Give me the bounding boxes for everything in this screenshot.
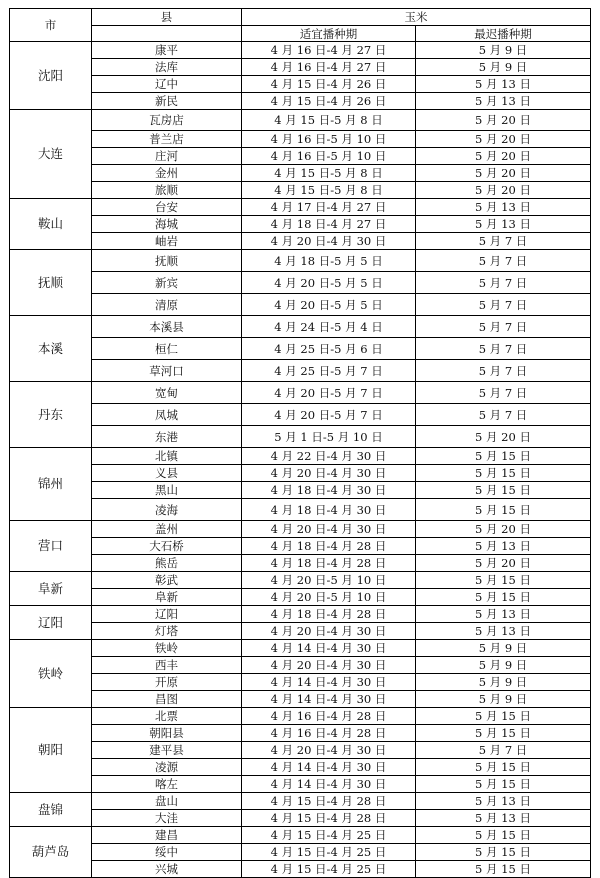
table-row (10, 589, 591, 606)
county-cell: 灯塔 (92, 623, 242, 640)
table-row (10, 657, 591, 674)
optimal-date-cell: 4 月 14 日-4 月 30 日 (242, 691, 416, 708)
city-cell: 盘锦 (10, 793, 92, 827)
latest-date-cell: 5 月 7 日 (416, 272, 591, 294)
county-cell: 彰武 (92, 572, 242, 589)
table-row (10, 294, 591, 316)
optimal-date-cell: 4 月 15 日-4 月 25 日 (242, 861, 416, 878)
optimal-date-cell: 4 月 20 日-5 月 7 日 (242, 404, 416, 426)
county-cell: 辽中 (92, 76, 242, 93)
optimal-date-cell: 4 月 18 日-4 月 27 日 (242, 216, 416, 233)
table-row (10, 465, 591, 482)
latest-date-cell: 5 月 7 日 (416, 404, 591, 426)
table-row (10, 538, 591, 555)
table-body (10, 42, 591, 878)
optimal-date-cell: 4 月 18 日-4 月 30 日 (242, 499, 416, 521)
latest-date-cell: 5 月 15 日 (416, 844, 591, 861)
county-cell: 桓仁 (92, 338, 242, 360)
table-row (10, 272, 591, 294)
optimal-date-cell: 4 月 20 日-4 月 30 日 (242, 521, 416, 538)
optimal-date-cell: 4 月 15 日-4 月 25 日 (242, 844, 416, 861)
latest-date-cell: 5 月 13 日 (416, 538, 591, 555)
city-cell: 营口 (10, 521, 92, 572)
table-header (10, 9, 591, 42)
county-cell: 建昌 (92, 827, 242, 844)
table-row (10, 199, 591, 216)
optimal-date-cell: 4 月 15 日-5 月 8 日 (242, 182, 416, 199)
county-cell: 岫岩 (92, 233, 242, 250)
table-row (10, 708, 591, 725)
table-row (10, 250, 591, 272)
table-row (10, 182, 591, 199)
table-row (10, 640, 591, 657)
county-cell: 西丰 (92, 657, 242, 674)
optimal-date-cell: 4 月 25 日-5 月 7 日 (242, 360, 416, 382)
latest-date-cell: 5 月 9 日 (416, 640, 591, 657)
table-row (10, 338, 591, 360)
table-row (10, 360, 591, 382)
city-cell: 葫芦岛 (10, 827, 92, 878)
optimal-date-cell: 4 月 24 日-5 月 4 日 (242, 316, 416, 338)
latest-date-cell: 5 月 7 日 (416, 338, 591, 360)
table-row (10, 674, 591, 691)
latest-date-cell: 5 月 15 日 (416, 708, 591, 725)
header-county: 县 (92, 9, 242, 26)
optimal-date-cell: 4 月 18 日-5 月 5 日 (242, 250, 416, 272)
county-cell: 北镇 (92, 448, 242, 465)
latest-date-cell: 5 月 9 日 (416, 674, 591, 691)
county-cell: 喀左 (92, 776, 242, 793)
table-row (10, 426, 591, 448)
county-cell: 阜新 (92, 589, 242, 606)
latest-date-cell: 5 月 7 日 (416, 294, 591, 316)
latest-date-cell: 5 月 7 日 (416, 250, 591, 272)
optimal-date-cell: 4 月 16 日-5 月 10 日 (242, 148, 416, 165)
county-cell: 康平 (92, 42, 242, 59)
latest-date-cell: 5 月 9 日 (416, 691, 591, 708)
optimal-date-cell: 4 月 15 日-4 月 26 日 (242, 93, 416, 110)
latest-date-cell: 5 月 15 日 (416, 572, 591, 589)
latest-date-cell: 5 月 15 日 (416, 589, 591, 606)
county-cell: 新宾 (92, 272, 242, 294)
county-cell: 朝阳县 (92, 725, 242, 742)
table-row (10, 404, 591, 426)
table-row (10, 810, 591, 827)
county-cell: 本溪县 (92, 316, 242, 338)
county-cell: 清原 (92, 294, 242, 316)
latest-date-cell: 5 月 9 日 (416, 59, 591, 76)
table-row (10, 42, 591, 59)
optimal-date-cell: 4 月 18 日-4 月 30 日 (242, 482, 416, 499)
county-cell: 新民 (92, 93, 242, 110)
table-row (10, 759, 591, 776)
optimal-date-cell: 4 月 18 日-4 月 28 日 (242, 555, 416, 572)
latest-date-cell: 5 月 15 日 (416, 759, 591, 776)
latest-date-cell: 5 月 7 日 (416, 742, 591, 759)
table-row (10, 742, 591, 759)
latest-date-cell: 5 月 7 日 (416, 316, 591, 338)
table-row (10, 844, 591, 861)
latest-date-cell: 5 月 13 日 (416, 76, 591, 93)
table-row (10, 606, 591, 623)
header-latest: 最迟播种期 (416, 26, 591, 42)
optimal-date-cell: 4 月 15 日-5 月 8 日 (242, 165, 416, 182)
optimal-date-cell: 4 月 25 日-5 月 6 日 (242, 338, 416, 360)
table-row (10, 76, 591, 93)
county-cell: 大石桥 (92, 538, 242, 555)
latest-date-cell: 5 月 13 日 (416, 93, 591, 110)
county-cell: 旅顺 (92, 182, 242, 199)
latest-date-cell: 5 月 13 日 (416, 810, 591, 827)
county-cell: 开原 (92, 674, 242, 691)
optimal-date-cell: 4 月 20 日-5 月 7 日 (242, 382, 416, 404)
table-row (10, 233, 591, 250)
county-cell: 熊岳 (92, 555, 242, 572)
latest-date-cell: 5 月 9 日 (416, 42, 591, 59)
county-cell: 北票 (92, 708, 242, 725)
latest-date-cell: 5 月 15 日 (416, 776, 591, 793)
latest-date-cell: 5 月 7 日 (416, 360, 591, 382)
table-row (10, 448, 591, 465)
optimal-date-cell: 4 月 20 日-4 月 30 日 (242, 623, 416, 640)
optimal-date-cell: 4 月 16 日-4 月 28 日 (242, 725, 416, 742)
county-cell: 辽阳 (92, 606, 242, 623)
optimal-date-cell: 4 月 14 日-4 月 30 日 (242, 674, 416, 691)
county-cell: 兴城 (92, 861, 242, 878)
latest-date-cell: 5 月 15 日 (416, 482, 591, 499)
optimal-date-cell: 4 月 16 日-5 月 10 日 (242, 131, 416, 148)
county-cell: 草河口 (92, 360, 242, 382)
optimal-date-cell: 4 月 20 日-5 月 5 日 (242, 294, 416, 316)
table-row (10, 216, 591, 233)
optimal-date-cell: 5 月 1 日-5 月 10 日 (242, 426, 416, 448)
header-crop: 玉米 (242, 9, 591, 26)
optimal-date-cell: 4 月 15 日-4 月 28 日 (242, 810, 416, 827)
county-cell: 义县 (92, 465, 242, 482)
table-row (10, 131, 591, 148)
county-cell: 庄河 (92, 148, 242, 165)
optimal-date-cell: 4 月 18 日-4 月 28 日 (242, 606, 416, 623)
table-row (10, 148, 591, 165)
table-row (10, 776, 591, 793)
latest-date-cell: 5 月 20 日 (416, 555, 591, 572)
table-row (10, 725, 591, 742)
table-row (10, 555, 591, 572)
city-cell: 本溪 (10, 316, 92, 382)
city-cell: 辽阳 (10, 606, 92, 640)
latest-date-cell: 5 月 9 日 (416, 657, 591, 674)
header-optimal: 适宜播种期 (242, 26, 416, 42)
table-row (10, 93, 591, 110)
county-cell: 盘山 (92, 793, 242, 810)
optimal-date-cell: 4 月 15 日-5 月 8 日 (242, 110, 416, 131)
county-cell: 金州 (92, 165, 242, 182)
city-cell: 丹东 (10, 382, 92, 448)
latest-date-cell: 5 月 20 日 (416, 426, 591, 448)
optimal-date-cell: 4 月 20 日-5 月 10 日 (242, 572, 416, 589)
latest-date-cell: 5 月 20 日 (416, 165, 591, 182)
latest-date-cell: 5 月 7 日 (416, 233, 591, 250)
table-row (10, 572, 591, 589)
table-row (10, 499, 591, 521)
table-row (10, 521, 591, 538)
optimal-date-cell: 4 月 16 日-4 月 27 日 (242, 59, 416, 76)
latest-date-cell: 5 月 7 日 (416, 382, 591, 404)
header-county-blank (92, 26, 242, 42)
optimal-date-cell: 4 月 15 日-4 月 28 日 (242, 793, 416, 810)
latest-date-cell: 5 月 15 日 (416, 448, 591, 465)
city-cell: 沈阳 (10, 42, 92, 110)
county-cell: 普兰店 (92, 131, 242, 148)
optimal-date-cell: 4 月 14 日-4 月 30 日 (242, 640, 416, 657)
latest-date-cell: 5 月 13 日 (416, 216, 591, 233)
county-cell: 法库 (92, 59, 242, 76)
optimal-date-cell: 4 月 20 日-4 月 30 日 (242, 657, 416, 674)
table-row (10, 382, 591, 404)
optimal-date-cell: 4 月 14 日-4 月 30 日 (242, 759, 416, 776)
table-row (10, 623, 591, 640)
latest-date-cell: 5 月 20 日 (416, 182, 591, 199)
table-row (10, 827, 591, 844)
county-cell: 建平县 (92, 742, 242, 759)
header-city: 市 (10, 9, 92, 42)
county-cell: 黑山 (92, 482, 242, 499)
county-cell: 盖州 (92, 521, 242, 538)
city-cell: 大连 (10, 110, 92, 199)
latest-date-cell: 5 月 20 日 (416, 131, 591, 148)
county-cell: 海城 (92, 216, 242, 233)
city-cell: 朝阳 (10, 708, 92, 793)
table-row (10, 59, 591, 76)
county-cell: 凤城 (92, 404, 242, 426)
city-cell: 铁岭 (10, 640, 92, 708)
city-cell: 鞍山 (10, 199, 92, 250)
county-cell: 昌图 (92, 691, 242, 708)
table-row (10, 861, 591, 878)
optimal-date-cell: 4 月 14 日-4 月 30 日 (242, 776, 416, 793)
optimal-date-cell: 4 月 18 日-4 月 28 日 (242, 538, 416, 555)
latest-date-cell: 5 月 15 日 (416, 827, 591, 844)
county-cell: 铁岭 (92, 640, 242, 657)
latest-date-cell: 5 月 15 日 (416, 725, 591, 742)
table-row (10, 316, 591, 338)
county-cell: 大洼 (92, 810, 242, 827)
latest-date-cell: 5 月 15 日 (416, 465, 591, 482)
latest-date-cell: 5 月 20 日 (416, 110, 591, 131)
county-cell: 台安 (92, 199, 242, 216)
county-cell: 东港 (92, 426, 242, 448)
county-cell: 瓦房店 (92, 110, 242, 131)
county-cell: 凌海 (92, 499, 242, 521)
table-row (10, 165, 591, 182)
optimal-date-cell: 4 月 16 日-4 月 27 日 (242, 42, 416, 59)
county-cell: 抚顺 (92, 250, 242, 272)
city-cell: 锦州 (10, 448, 92, 521)
optimal-date-cell: 4 月 20 日-4 月 30 日 (242, 233, 416, 250)
latest-date-cell: 5 月 20 日 (416, 148, 591, 165)
table-row (10, 482, 591, 499)
optimal-date-cell: 4 月 15 日-4 月 25 日 (242, 827, 416, 844)
optimal-date-cell: 4 月 22 日-4 月 30 日 (242, 448, 416, 465)
latest-date-cell: 5 月 13 日 (416, 199, 591, 216)
latest-date-cell: 5 月 13 日 (416, 606, 591, 623)
county-cell: 宽甸 (92, 382, 242, 404)
latest-date-cell: 5 月 15 日 (416, 499, 591, 521)
table-row (10, 110, 591, 131)
table-row (10, 691, 591, 708)
city-cell: 抚顺 (10, 250, 92, 316)
county-cell: 凌源 (92, 759, 242, 776)
latest-date-cell: 5 月 20 日 (416, 521, 591, 538)
county-cell: 绥中 (92, 844, 242, 861)
optimal-date-cell: 4 月 20 日-5 月 5 日 (242, 272, 416, 294)
latest-date-cell: 5 月 15 日 (416, 861, 591, 878)
optimal-date-cell: 4 月 16 日-4 月 28 日 (242, 708, 416, 725)
table-row (10, 793, 591, 810)
latest-date-cell: 5 月 13 日 (416, 793, 591, 810)
sowing-date-table (9, 8, 591, 878)
optimal-date-cell: 4 月 20 日-4 月 30 日 (242, 465, 416, 482)
latest-date-cell: 5 月 13 日 (416, 623, 591, 640)
optimal-date-cell: 4 月 15 日-4 月 26 日 (242, 76, 416, 93)
optimal-date-cell: 4 月 20 日-5 月 10 日 (242, 589, 416, 606)
city-cell: 阜新 (10, 572, 92, 606)
optimal-date-cell: 4 月 17 日-4 月 27 日 (242, 199, 416, 216)
optimal-date-cell: 4 月 20 日-4 月 30 日 (242, 742, 416, 759)
